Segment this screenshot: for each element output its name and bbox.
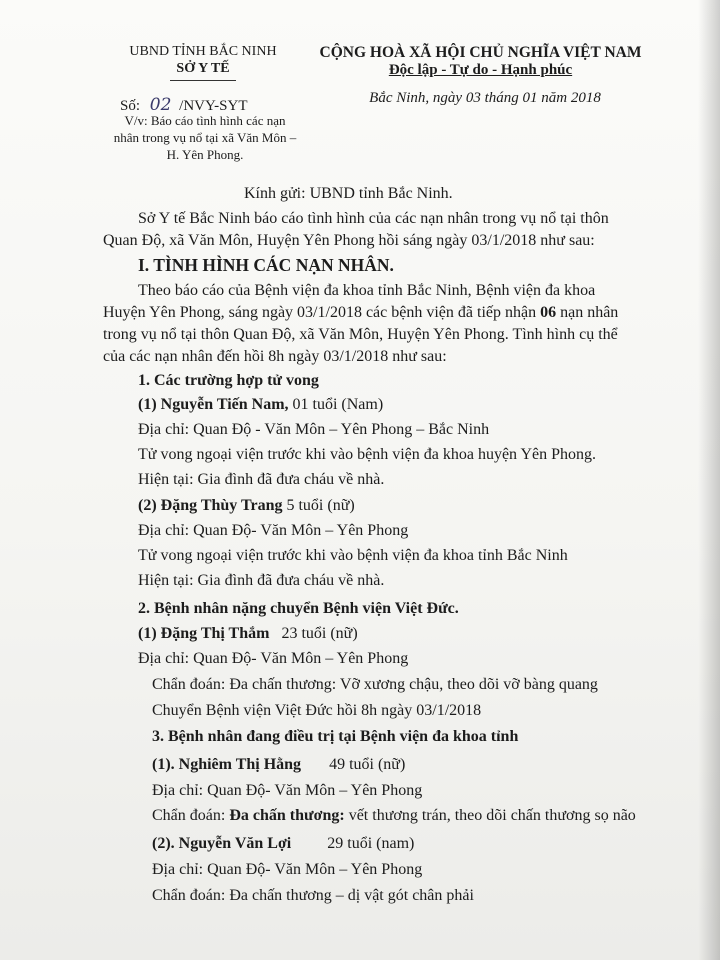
victim-1-header: [138, 396, 383, 414]
subheading-treatment: 3. Bệnh nhân đang điều trị tại Bệnh viện đa khoa tỉnh: [152, 728, 519, 745]
victim-3-header: [138, 625, 358, 643]
subject-line-3: H. Yên Phong.: [166, 147, 244, 162]
para-1-line-2-c: nạn nhân: [556, 304, 619, 321]
victim-1-name: (1) Nguyễn Tiến Nam,: [138, 396, 289, 413]
para-1-line-2: [103, 304, 618, 322]
number-handwritten: 02: [149, 95, 172, 115]
page-edge-shadow: [698, 0, 720, 960]
victim-3-info: 23 tuổi (nữ): [269, 625, 358, 642]
victim-2-address: Địa chỉ: Quan Độ- Văn Môn – Yên Phong: [138, 522, 409, 539]
victim-2-status: Hiện tại: Gia đình đã đưa cháu về nhà.: [138, 572, 385, 589]
victim-4-info: 49 tuổi (nữ): [329, 756, 406, 773]
victim-4-diag-type: Đa chấn thương:: [229, 807, 345, 824]
para-1-line-3: trong vụ nổ tại thôn Quan Độ, xã Văn Môn, Huyện Yên Phong. Tình hình cụ thể: [103, 326, 618, 343]
victim-4-header: [152, 756, 405, 774]
victim-2-header: [138, 497, 355, 515]
victim-5-info: 29 tuổi (nam): [327, 835, 415, 852]
subheading-transfer: 2. Bệnh nhân nặng chuyển Bệnh viện Việt Đức.: [138, 600, 459, 617]
subheading-deaths: 1. Các trường hợp tử vong: [138, 372, 319, 389]
victim-5-name: (2). Nguyễn Văn Lợi: [152, 835, 292, 852]
victim-1-note: Tử vong ngoại viện trước khi vào bệnh viện đa khoa huyện Yên Phong.: [138, 446, 597, 463]
victim-3-transfer: Chuyển Bệnh viện Việt Đức hồi 8h ngày 03/1/2018: [152, 702, 482, 719]
section-heading-1: I. TÌNH HÌNH CÁC NẠN NHÂN.: [138, 255, 394, 275]
victim-1-info: 01 tuổi (Nam): [288, 396, 384, 413]
dept-underline: [170, 80, 236, 81]
para-1-line-2-a: Huyện Yên Phong, sáng ngày 03/1/2018 các bệnh viện đã tiếp nhận: [103, 304, 541, 321]
victim-2-info: 5 tuổi (nữ): [282, 497, 355, 514]
para-1-line-1: Theo báo cáo của Bệnh viện đa khoa tỉnh Bắc Ninh, Bệnh viện đa khoa: [138, 282, 596, 299]
victim-5-diagnosis: Chẩn đoán: Đa chấn thương – dị vật gót chân phải: [152, 887, 474, 904]
document-number: [120, 95, 248, 115]
dept-name: SỞ Y TẾ: [176, 61, 230, 76]
victim-2-note: Tử vong ngoại viện trước khi vào bệnh viện đa khoa tỉnh Bắc Ninh: [138, 547, 568, 564]
victim-4-diag-detail: vết thương trán, theo dõi chấn thương sọ não: [344, 807, 636, 824]
victim-3-name: (1) Đặng Thị Thắm: [138, 625, 270, 642]
victim-1-address: Địa chỉ: Quan Độ - Văn Môn – Yên Phong – Bắc Ninh: [138, 421, 490, 438]
victim-5-address: Địa chỉ: Quan Độ- Văn Môn – Yên Phong: [152, 861, 423, 878]
victim-3-address: Địa chỉ: Quan Độ- Văn Môn – Yên Phong: [138, 650, 409, 667]
subject-line-1: V/v: Báo cáo tình hình các nạn: [124, 113, 286, 128]
number-suffix: /NVY-SYT: [179, 98, 248, 114]
victim-1-status: Hiện tại: Gia đình đã đưa cháu về nhà.: [138, 471, 385, 488]
victim-4-address: Địa chỉ: Quan Độ- Văn Môn – Yên Phong: [152, 782, 423, 799]
number-label: Số:: [120, 98, 141, 114]
victim-5-header: [152, 835, 414, 853]
national-motto: Độc lập - Tự do - Hạnh phúc: [388, 62, 573, 78]
subject-line-2: nhân trong vụ nổ tại xã Văn Môn –: [113, 130, 297, 145]
place-date: Bắc Ninh, ngày 03 tháng 01 năm 2018: [369, 90, 601, 106]
intro-line-2: Quan Độ, xã Văn Môn, Huyện Yên Phong hồi sáng ngày 03/1/2018 như sau:: [103, 232, 595, 249]
victim-2-name: (2) Đặng Thùy Trang: [138, 497, 283, 514]
org-name: UBND TỈNH BẮC NINH: [129, 44, 277, 59]
intro-line-1: Sở Y tế Bắc Ninh báo cáo tình hình của các nạn nhân trong vụ nổ tại thôn: [138, 210, 609, 227]
victim-4-diag-label: Chẩn đoán:: [152, 807, 230, 824]
nation-title: CỘNG HOÀ XÃ HỘI CHỦ NGHĨA VIỆT NAM: [319, 44, 642, 61]
recipient: Kính gửi: UBND tỉnh Bắc Ninh.: [244, 185, 453, 202]
victim-3-diagnosis: Chẩn đoán: Đa chấn thương: Vỡ xương chậu, theo dõi vỡ bàng quang: [152, 676, 598, 693]
para-1-line-4: của các nạn nhân đến hồi 8h ngày 03/1/2018 như sau:: [103, 348, 447, 365]
victim-count: 06: [540, 304, 557, 321]
victim-4-diagnosis: [152, 807, 636, 825]
victim-4-name: (1). Nghiêm Thị Hằng: [152, 756, 302, 773]
